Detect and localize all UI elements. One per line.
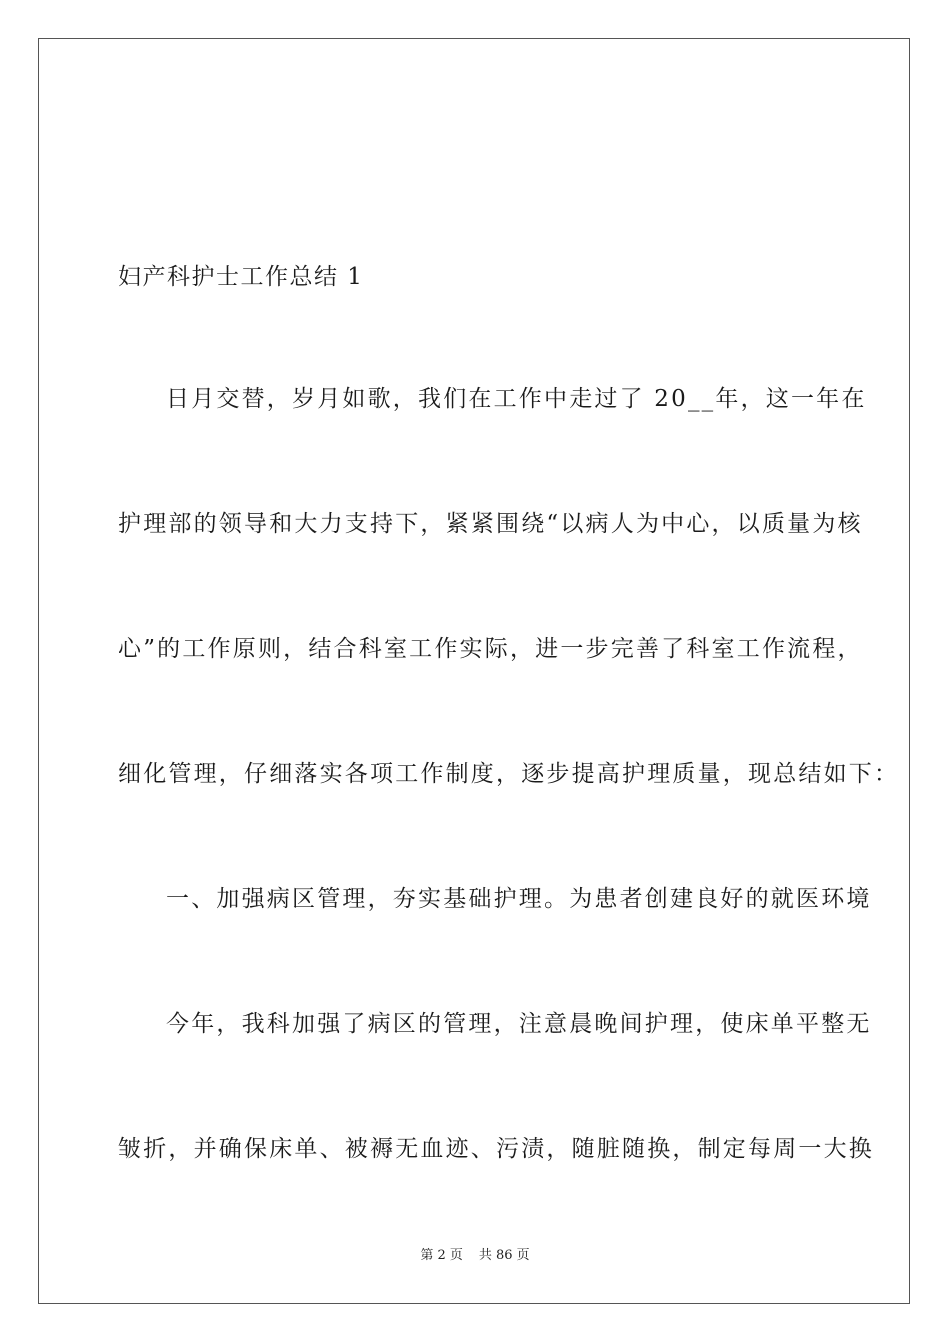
paragraph-line: 今年，我科加强了病区的管理，注意晨晚间护理，使床单平整无: [166, 1011, 872, 1037]
paragraph-line: 细化管理，仔细落实各项工作制度，逐步提高护理质量，现总结如下：: [118, 761, 900, 787]
page-footer: [0, 1247, 950, 1265]
page-frame: [38, 38, 910, 1304]
page-number: 第 2 页: [420, 1248, 463, 1263]
document-title: 妇产科护士工作总结 1: [118, 264, 364, 290]
paragraph-line: 日月交替，岁月如歌，我们在工作中走过了 20__年，这一年在: [166, 386, 867, 412]
paragraph-line: 心”的工作原则，结合科室工作实际，进一步完善了科室工作流程，: [118, 636, 863, 662]
page-total: 共 86 页: [478, 1248, 530, 1263]
section-heading-line: 一、加强病区管理，夯实基础护理。为患者创建良好的就医环境: [166, 886, 872, 912]
paragraph-line: 护理部的领导和大力支持下，紧紧围绕“以病人为中心，以质量为核: [118, 511, 863, 537]
paragraph-line: 皱折，并确保床单、被褥无血迹、污渍，随脏随换，制定每周一大换: [118, 1136, 874, 1162]
